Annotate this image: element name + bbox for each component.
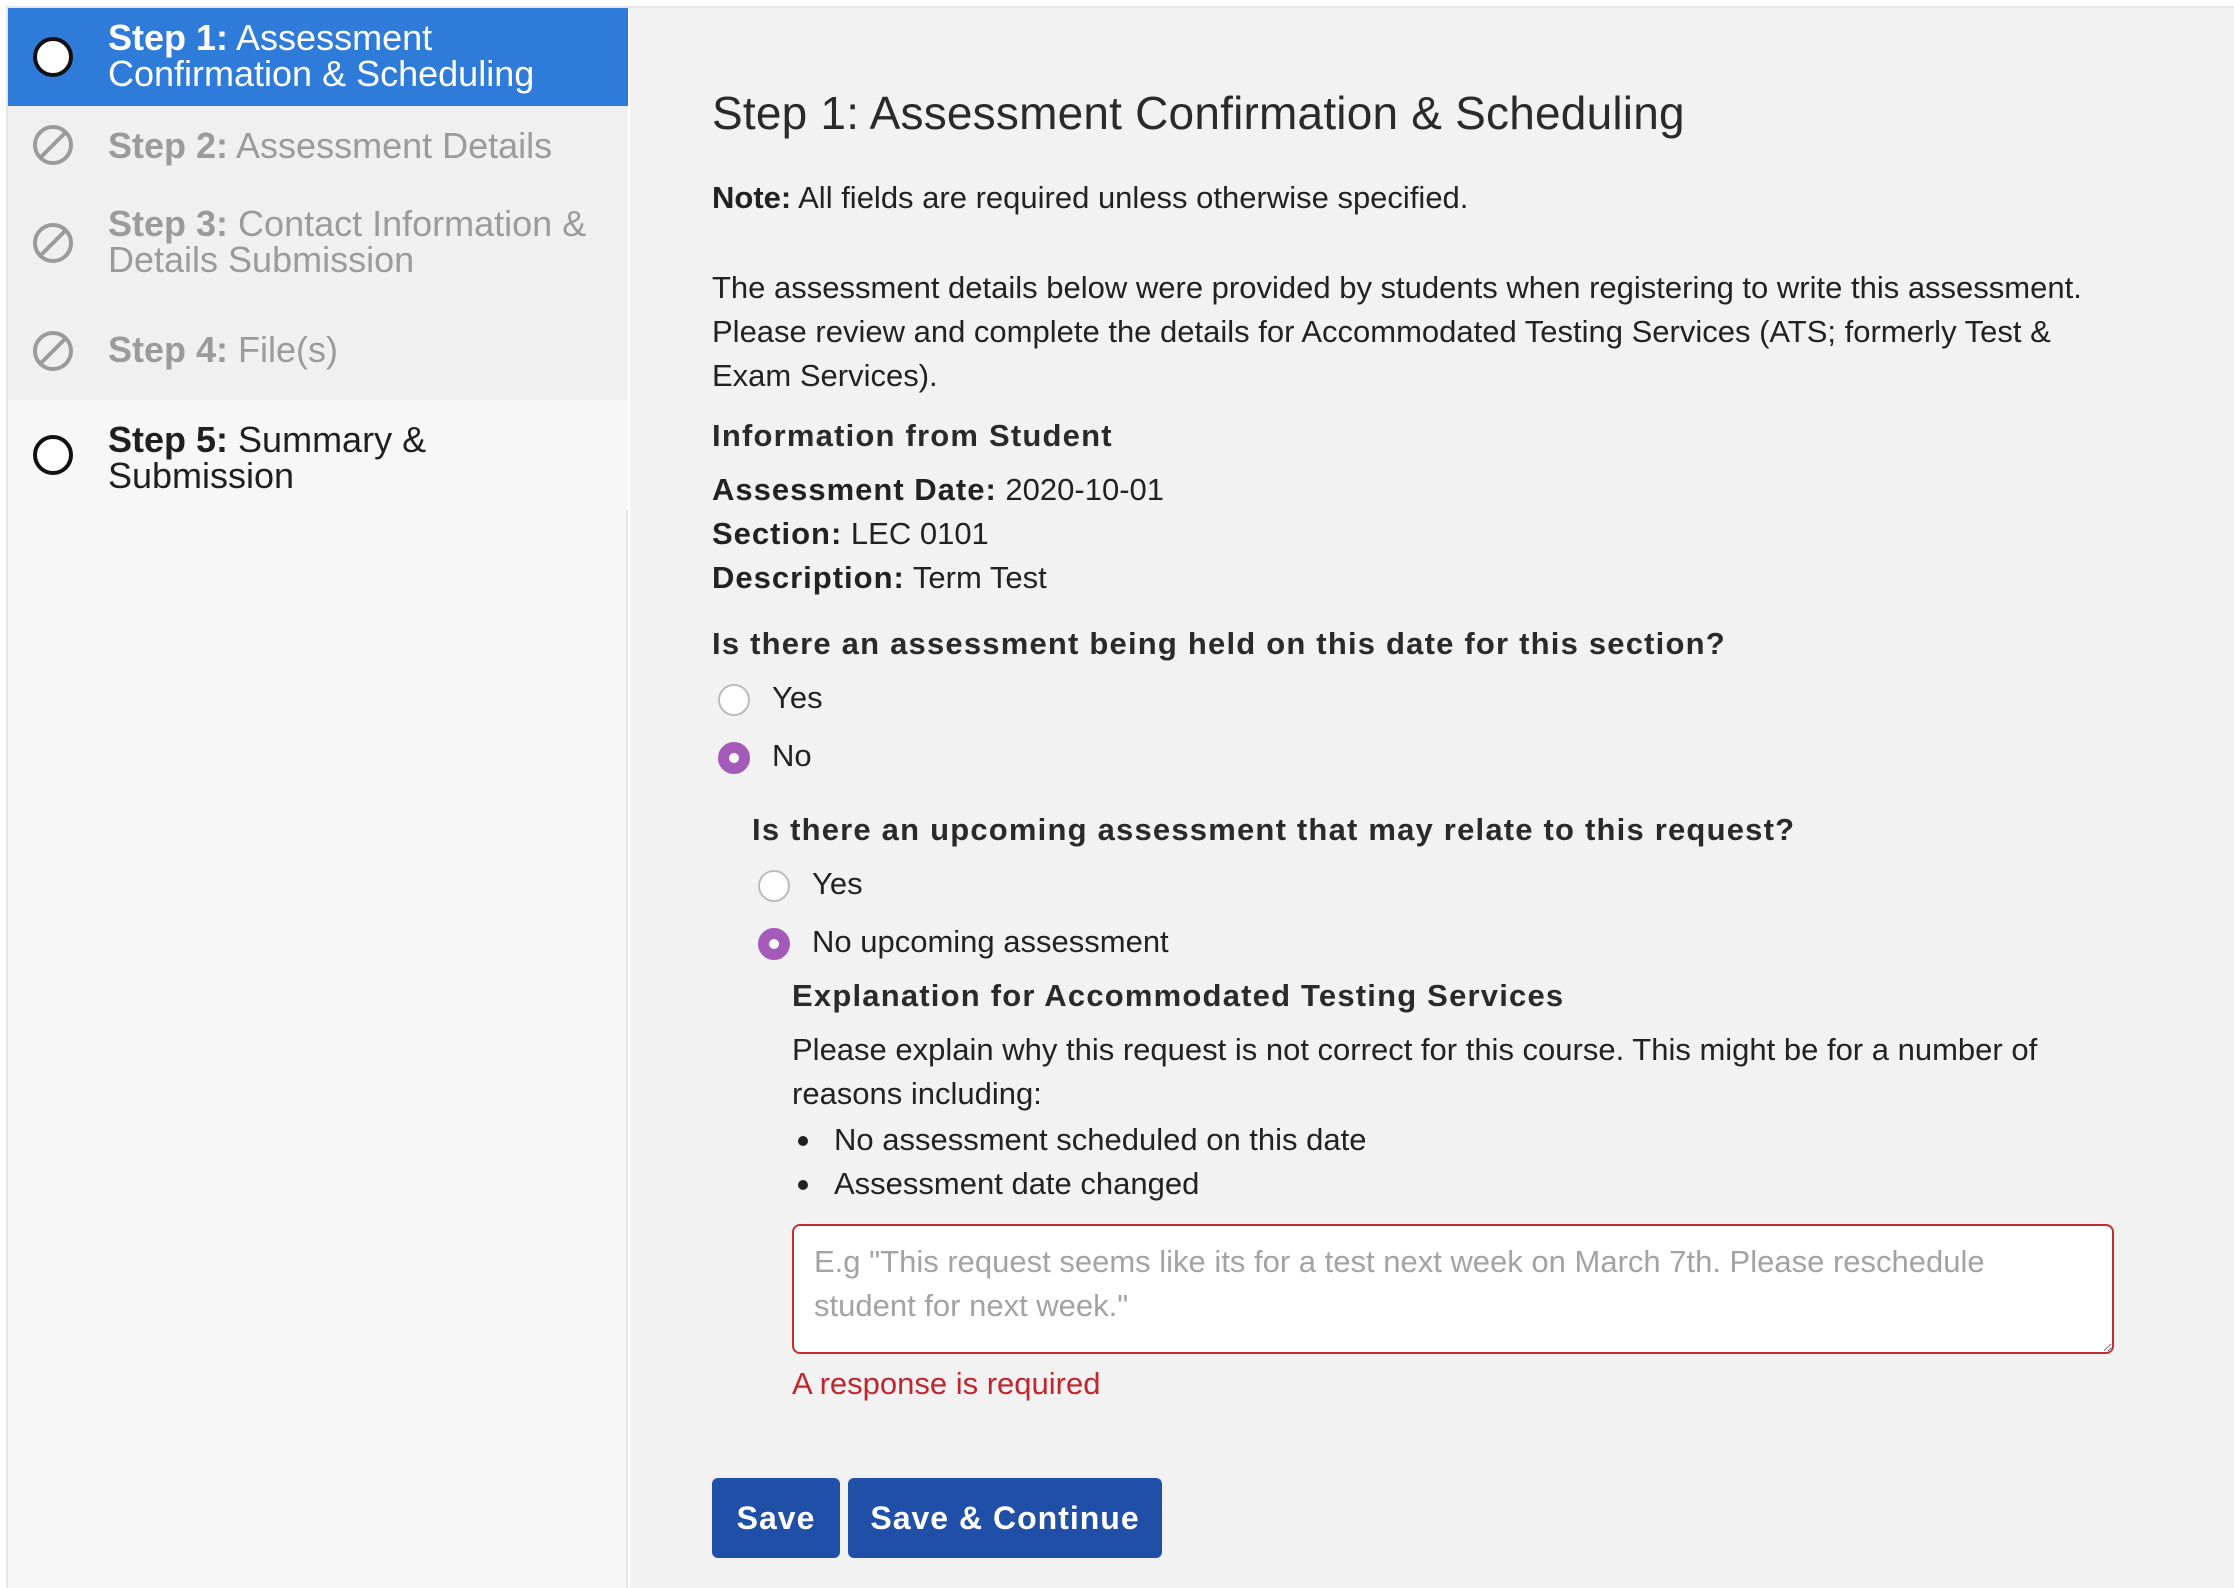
pending-step-circle-icon [31,433,75,477]
note-text: All fields are required unless otherwise specified. [798,180,1469,215]
explanation-instructions-line1: Please explain why this request is not correct for this course. This might be for a number of [792,1032,2038,1067]
step-3-prefix: Step 3: [108,203,229,244]
radio-assessment-held-yes[interactable] [718,684,750,716]
list-item: Assessment date changed [792,1162,1366,1206]
radio-label-yes[interactable]: Yes [772,680,823,715]
main-content [630,8,2234,1588]
question-assessment-held: Is there an assessment being held on this date for this section? [712,626,1726,661]
step-2-label: Assessment Details [236,125,553,166]
required-note [712,180,1468,216]
step-3-label-line2: Details Submission [108,239,415,280]
step-5-label-line1: Summary & [238,419,427,460]
assessment-date-value: 2020-10-01 [1005,472,1164,507]
step-3-label-line1: Contact Information & [238,203,587,244]
radio-label-no-upcoming[interactable]: No upcoming assessment [812,924,1169,959]
explanation-instructions-line2: reasons including: [792,1076,1042,1111]
assessment-date-label: Assessment Date: [712,472,997,507]
explanation-textarea[interactable] [792,1224,2114,1354]
step-1-prefix: Step 1: [108,17,229,58]
radio-label-no[interactable]: No [772,738,812,773]
step-1-assessment-confirmation[interactable] [8,8,628,106]
step-5-label-line2: Submission [108,455,295,496]
step-navigation [8,8,628,1588]
step-4-prefix: Step 4: [108,329,229,370]
radio-no-upcoming-assessment[interactable] [758,928,790,960]
description-row [712,560,1047,596]
step-1-label-line1: Assessment [236,17,433,58]
section-value: LEC 0101 [850,516,989,551]
intro-paragraph: The assessment details below were provided by students when registering to write this assessment. Please review and complete the details for Accommodated Testing Services (ATS; formerly Test & Exam Services). [712,270,2082,393]
step-2-assessment-details [8,106,628,184]
explanation-heading: Explanation for Accommodated Testing Services [792,978,1565,1013]
section-row [712,516,989,552]
info-heading: Information from Student [712,418,1113,453]
reasons-list [792,1118,1366,1206]
radio-assessment-held-no[interactable] [718,742,750,774]
description-label: Description: [712,560,905,595]
step-4-label: File(s) [238,329,339,370]
section-label: Section: [712,516,843,551]
step-2-prefix: Step 2: [108,125,229,166]
step-4-files [8,302,628,400]
step-3-contact-information [8,184,628,302]
save-continue-button[interactable]: Save & Continue [848,1478,1162,1558]
question-upcoming-assessment: Is there an upcoming assessment that may relate to this request? [752,812,1796,847]
disabled-step-icon [31,221,75,265]
radio-upcoming-yes[interactable] [758,870,790,902]
page-title: Step 1: Assessment Confirmation & Scheduling [712,87,1685,139]
note-label: Note: [712,180,792,215]
disabled-step-icon [31,123,75,167]
assessment-date-row [712,472,1164,508]
list-item: No assessment scheduled on this date [792,1118,1366,1162]
step-5-prefix: Step 5: [108,419,229,460]
current-step-circle-icon [31,35,75,79]
step-5-summary-submission [8,400,628,510]
required-error-message: A response is required [792,1366,1101,1401]
step-1-label-line2: Confirmation & Scheduling [108,53,535,94]
disabled-step-icon [31,329,75,373]
radio-label-upcoming-yes[interactable]: Yes [812,866,863,901]
save-button[interactable]: Save [712,1478,840,1558]
description-value: Term Test [912,560,1047,595]
